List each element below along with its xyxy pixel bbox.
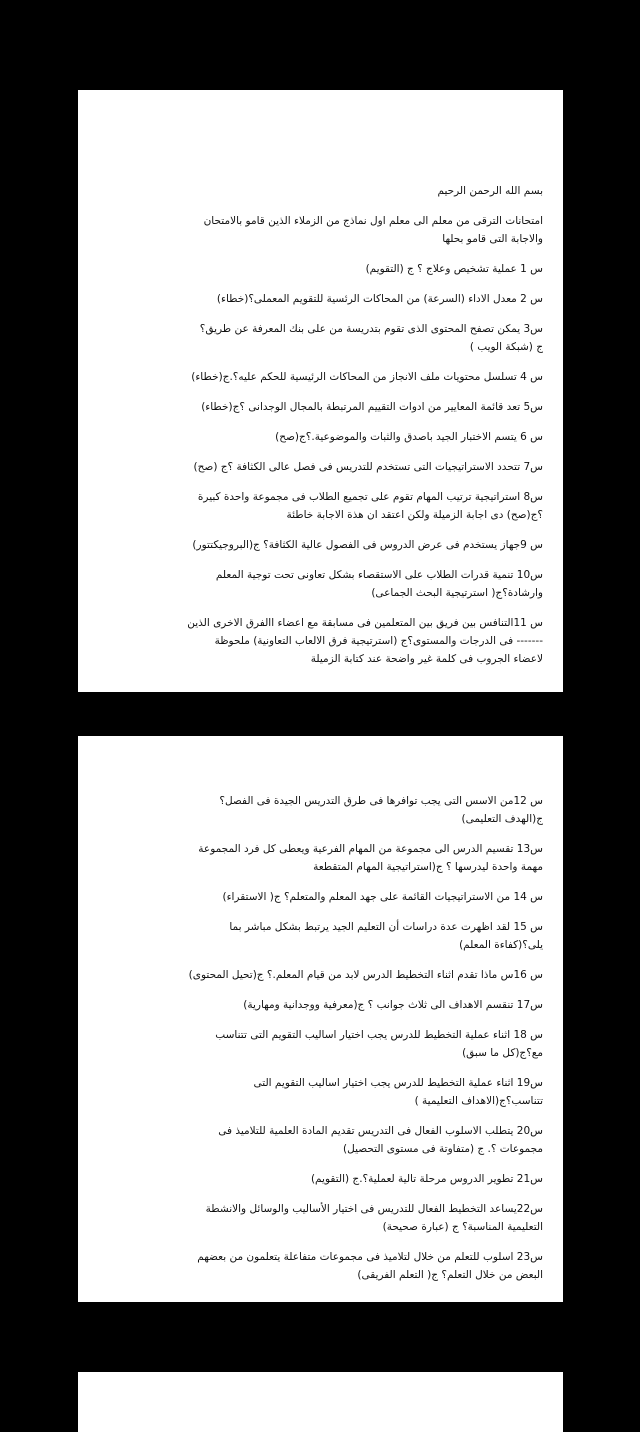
question-23-answer: البعض من خلال التعلم؟ ج( التعلم الفريقى) xyxy=(357,1269,543,1281)
question-3: س3 يمكن تصفح المحتوى الذى تقوم بتدريسة من على بنك المعرفة عن طريق؟ xyxy=(199,323,543,335)
question-1: س 1 عملية تشخيص وعلاج ؟ ج (التقويم) xyxy=(365,263,543,275)
question-18-answer: مع؟ج(كل ما سبق) xyxy=(462,1047,543,1059)
question-19-answer: تتناسب؟ج(الاهداف التعليمية ) xyxy=(414,1095,543,1107)
question-10: س10 تنمية قدرات الطلاب على الاستقصاء بشكل تعاونى تحت توجية المعلم xyxy=(215,569,543,581)
question-11: س 11التنافس بين فريق بين المتعلمين فى مسابقة مع اعضاء االفرق الاخرى الذين xyxy=(187,617,543,629)
document-page-3 xyxy=(78,1372,563,1432)
question-10-answer: وارشادة؟ج( استرتيجية البحث الجماعى) xyxy=(371,587,543,599)
question-8: س8 استراتيجية ترتيب المهام تقوم على تجميع الطلاب فى مجموعة واحدة كبيرة xyxy=(197,491,543,503)
basmala: بسم الله الرحمن الرحيم xyxy=(437,185,543,197)
intro-line: امتحانات الترقى من معلم الى معلم اول نماذج من الزملاء الذين قامو بالامتحان xyxy=(203,215,543,227)
question-15-answer: يلى؟(كفاءة المعلم) xyxy=(459,939,543,951)
question-20: س20 يتطلب الاسلوب الفعال فى التدريس تقديم المادة العلمية للتلاميذ فى xyxy=(218,1125,543,1137)
question-3-answer: ج (شبكة الويب ) xyxy=(469,341,543,353)
question-12: س 12من الاسس التى يجب توافرها فى طرق التدريس الجيدة فى الفصل؟ xyxy=(219,795,543,807)
document-page-1 xyxy=(78,90,563,692)
question-20-answer: مجموعات ؟. ج (متفاوتة فى مستوى التحصيل) xyxy=(343,1143,543,1155)
question-23: س23 اسلوب للتعلم من خلال لتلاميذ فى مجموعات متفاعلة يتعلمون من بعضهم xyxy=(197,1251,543,1263)
question-22: س22يساعد التخطيط الفعال للتدريس فى اختيار الأساليب والوسائل والانشطة xyxy=(205,1203,543,1215)
question-21: س21 تطوير الدروس مرحلة تالية لعملية؟.ج (التقويم) xyxy=(310,1173,543,1185)
document-page-2 xyxy=(78,736,563,1302)
page-1-text xyxy=(98,182,543,668)
question-8-answer: ؟ج(صح) دى اجابة الزميلة ولكن اعتقد ان هذة الاجابة خاطئة xyxy=(286,509,543,521)
question-14: س 14 من الاستراتيجيات القائمة على جهد المعلم والمتعلم؟ ج( الاستقراء) xyxy=(222,891,543,903)
question-13-answer: مهمة واحدة ليدرسها ؟ ج(استراتيجية المهام المتقطعة xyxy=(313,861,543,873)
question-11-answer: ------- فى الدرجات والمستوى؟ج (استرتيجية فرق الالعاب التعاونية) ملحوظة xyxy=(214,635,543,647)
intro-line: والاجابة التى قامو بحلها xyxy=(442,233,543,245)
question-11-note: لاعضاء الجروب فى كلمة غير واضحة عند كتابة الزميلة xyxy=(310,653,543,665)
question-5: س5 تعد قائمة المعايير من ادوات التقييم المرتبطة بالمجال الوجدانى ؟ج(خطاء) xyxy=(201,401,543,413)
question-12-answer: ج(الهدف التعليمى) xyxy=(461,813,543,825)
question-18: س 18 اثناء عملية التخطيط للدرس يجب اختيار اساليب التقويم التى تتناسب xyxy=(215,1029,543,1041)
question-7: س7 تتحدد الاستراتيجيات التى تستخدم للتدريس فى فصل عالى الكثافة ؟ج (صح) xyxy=(193,461,543,473)
page-2-text xyxy=(98,792,543,1284)
question-15: س 15 لقد اظهرت عدة دراسات أن التعليم الجيد يرتبط بشكل مباشر بما xyxy=(229,921,543,933)
question-22-answer: التعليمية المناسبة؟ ج (عبارة صحيحة) xyxy=(382,1221,543,1233)
question-13: س13 تقسيم الدرس الى مجموعة من المهام الفرعية ويعطى كل فرد المجموعة xyxy=(198,843,543,855)
question-17: س17 تنقسم الاهداف الى ثلاث جوانب ؟ ج(معرفية ووجدانية ومهارية) xyxy=(243,999,543,1011)
question-16: س 16س ماذا تقدم اثناء التخطيط الدرس لابد من قيام المعلم.؟ ج(تحيل المحتوى) xyxy=(188,969,543,981)
question-9: س 9جهاز يستخدم فى عرض الدروس فى الفصول عالية الكثافة؟ ج(البروجيكتتور) xyxy=(192,539,543,551)
question-19: س19 اثناء عملية التخطيط للدرس يجب اختيار اساليب التقويم التى xyxy=(253,1077,543,1089)
question-2: س 2 معدل الاداء (السرعة) من المحاكات الرئسية للتقويم المعملى؟(خطاء) xyxy=(216,293,543,305)
question-4: س 4 تسلسل محتويات ملف الانجاز من المحاكات الرئيسية للحكم عليه؟.ج(خطاء) xyxy=(191,371,543,383)
question-6: س 6 يتسم الاختبار الجيد باصدق والثبات والموضوعية.؟ج(صح) xyxy=(275,431,543,443)
